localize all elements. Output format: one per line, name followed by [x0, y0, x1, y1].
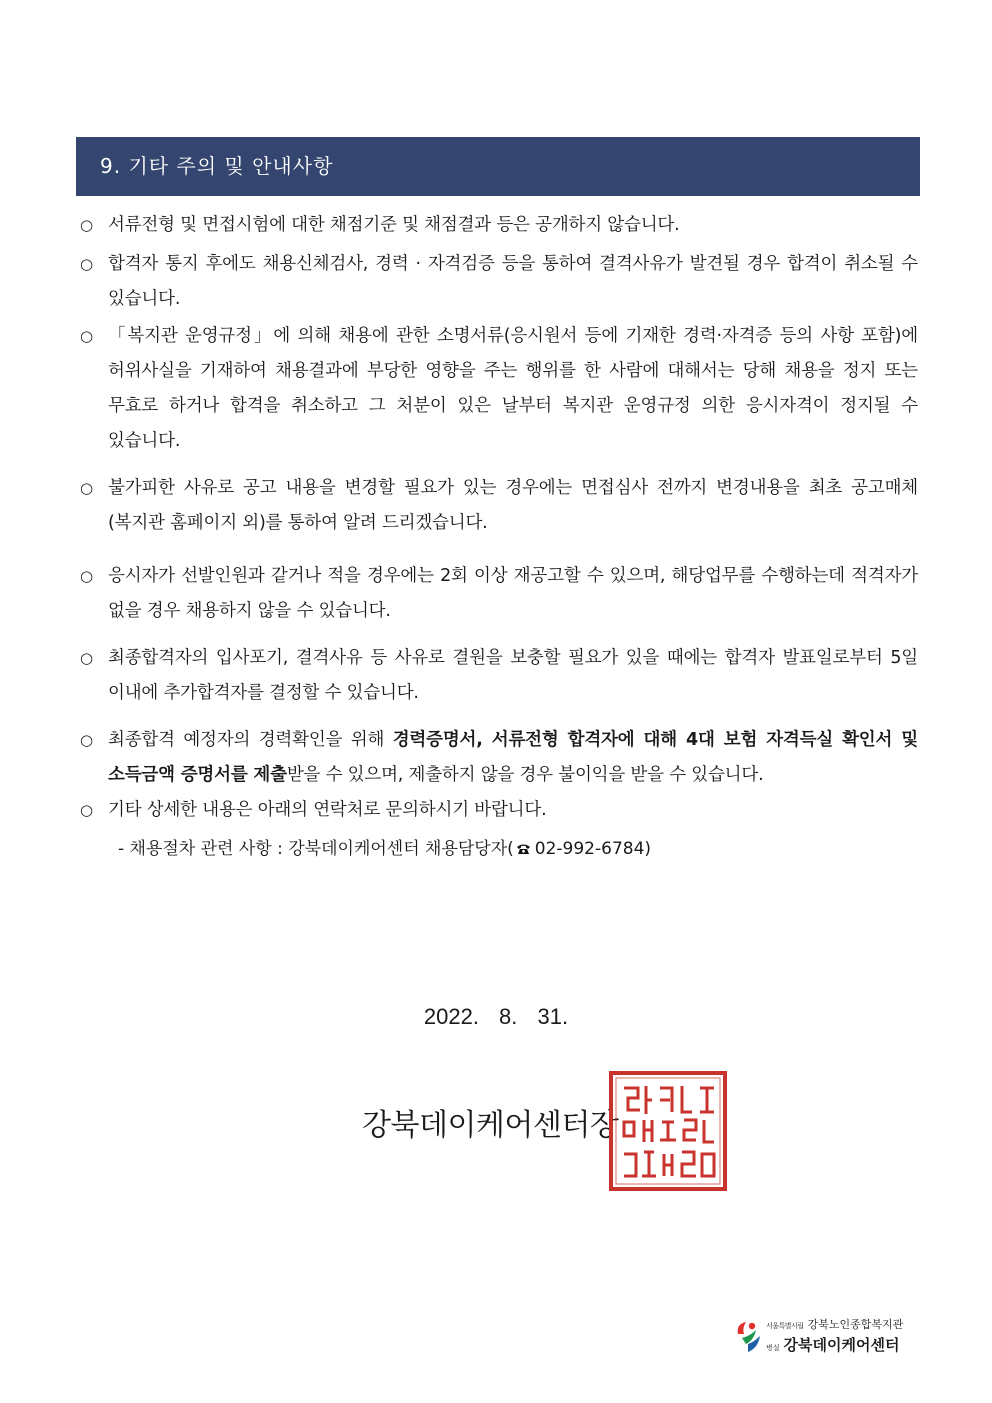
contact-line	[80, 830, 918, 868]
contact-label: - 채용절차 관련 사항 : 강북데이케어센터 채용담당자(	[118, 839, 514, 859]
section-title: 9. 기타 주의 및 안내사항	[76, 137, 920, 196]
list-item	[80, 793, 918, 828]
logo-prefix-parent: 서울특별시립	[766, 1322, 804, 1330]
item-text: 합격자 통지 후에도 채용신체검사, 경력 · 자격검증 등을 통하여 결격사유가 발견될 경우 합격이 취소될 수 있습니다.	[108, 254, 918, 309]
logo-mark-icon	[734, 1316, 764, 1356]
logo-text-center	[766, 1334, 899, 1355]
organization-logo	[734, 1314, 924, 1358]
bullet-icon: ○	[80, 327, 93, 345]
list-item	[80, 641, 918, 711]
issue-date: 2022. 8. 31.	[423, 1004, 569, 1029]
item-text-start: 최종합격 예정자의 경력확인을 위해	[108, 730, 393, 750]
item-text-end: 받을 수 있으며, 제출하지 않을 경우 불이익을 받을 수 있습니다.	[286, 765, 764, 785]
list-item	[80, 471, 918, 541]
item-text: 응시자가 선발인원과 같거나 적을 경우에는 2회 이상 재공고할 수 있으며, 해당업무를 수행하는데 적격자가 없을 경우 채용하지 않을 수 있습니다.	[108, 566, 918, 621]
list-item	[80, 247, 918, 317]
bullet-icon: ○	[80, 255, 93, 273]
bullet-icon: ○	[80, 731, 93, 749]
list-item	[80, 723, 918, 793]
list-item	[80, 559, 918, 629]
item-text: 「복지관 운영규정」에 의해 채용에 관한 소명서류(응시원서 등에 기재한 경력·자격증 등의 사항 포함)에 허위사실을 기재하여 채용결과에 부당한 영향을 주는 행위를 한 사람에 대해서는 당해 채용을 정지 또는 무효로 하거나 합격을 취소하고 그 처분이 있은 날부터 복지관 운영규정 의한 응시자격이 정지될 수 있습니다.	[108, 326, 918, 451]
bullet-icon: ○	[80, 479, 93, 497]
item-text-emphasis: 경력증명서, 서류전형 합격자에 대해 4대 보험 자격득실 확인서 및 소득금액 증명서를 제출	[108, 730, 918, 785]
bullet-icon: ○	[80, 801, 93, 819]
bullet-icon: ○	[80, 649, 93, 667]
logo-center-name: 강북데이케어센터	[783, 1336, 900, 1354]
list-item	[80, 208, 918, 243]
signature-title: 강북데이케어센터장	[362, 1108, 619, 1143]
telephone-icon	[514, 839, 535, 859]
bullet-icon: ○	[80, 567, 93, 585]
item-text: 불가피한 사유로 공고 내용을 변경할 필요가 있는 경우에는 면접심사 전까지 변경내용을 최초 공고매체(복지관 홈페이지 외)를 통하여 알려 드리겠습니다.	[108, 478, 918, 533]
item-text: 최종합격자의 입사포기, 결격사유 등 사유로 결원을 보충할 필요가 있을 때에는 합격자 발표일로부터 5일 이내에 추가합격자를 결정할 수 있습니다.	[108, 648, 918, 703]
bullet-icon: ○	[80, 216, 93, 234]
item-text: 서류전형 및 면접시험에 대한 채점기준 및 채점결과 등은 공개하지 않습니다.	[108, 215, 680, 235]
item-text: 기타 상세한 내용은 아래의 연락처로 문의하시기 바랍니다.	[108, 800, 547, 820]
logo-parent-name: 강북노인종합복지관	[807, 1318, 904, 1331]
logo-text-parent	[766, 1316, 903, 1332]
contact-phone: 02-992-6784)	[534, 839, 652, 859]
notice-list	[80, 208, 918, 868]
logo-prefix-center: 병설	[766, 1344, 780, 1352]
official-seal-icon	[608, 1070, 728, 1192]
list-item	[80, 319, 918, 459]
